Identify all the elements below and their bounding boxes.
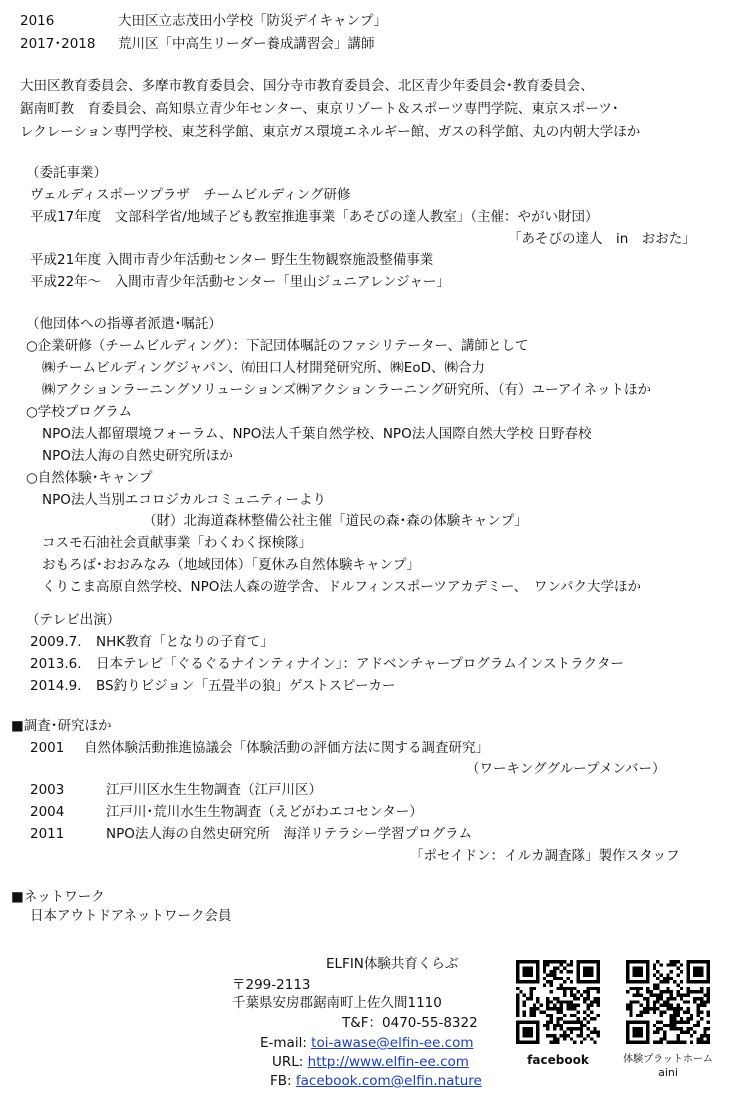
postal-code: 〒299-2113	[232, 977, 311, 993]
client-line: レクレーション専門学校、東芝科学館、東京ガス環境エネルギー館、ガスの科学館、丸の内朝大学ほか	[20, 124, 641, 140]
research-row	[30, 738, 489, 758]
facebook-qr-code[interactable]	[516, 960, 600, 1044]
research-note: 「ポセイドン：イルカ調査隊」製作スタッフ	[410, 848, 680, 864]
url-row	[272, 1052, 469, 1072]
tv-row	[30, 676, 395, 696]
network-text: 日本アウトドアネットワーク会員	[30, 908, 232, 924]
tv-text: BS釣りビジョン「五畳半の狼」ゲストスピーカー	[96, 678, 396, 694]
website-link[interactable]: http://www.elfin-ee.com	[307, 1054, 469, 1070]
research-row	[30, 824, 472, 844]
org-name: ELFIN体験共育くらぶ	[326, 956, 459, 972]
tv-date: 2014.9.	[30, 678, 82, 694]
corporate-training-title: ○企業研修（チームビルディング）：下記団体嘱託のファシリテーター、講師として	[26, 338, 529, 354]
commissioned-line: 平成22年～ 入間市青少年活動センター「里山ジュニアレンジャー」	[30, 274, 450, 290]
school-line: NPO法人都留環境フォーラム、NPO法人千葉自然学校、NPO法人国際自然大学校 日野春校	[42, 426, 592, 442]
corporate-line: ㈱アクションラーニングソリューションズ㈱アクションラーニング研究所、（有）ユーアイネットほか	[42, 382, 651, 398]
research-year: 2004	[30, 804, 65, 820]
tv-row	[30, 654, 624, 674]
research-text: NPO法人海の自然史研究所 海洋リテラシー学習プログラム	[106, 826, 472, 842]
client-line: 大田区教育委員会、多摩市教育委員会、国分寺市教育委員会、北区青少年委員会･教育委員会、	[20, 78, 594, 94]
facebook-row	[270, 1071, 482, 1091]
commissioned-heading: （委託事業）	[26, 165, 107, 181]
email-link[interactable]: toi-awase@elfin-ee.com	[311, 1035, 474, 1051]
corporate-line: ㈱チームビルディングジャパン、㈲田口人材開発研究所、㈱EoD、㈱合力	[42, 360, 485, 376]
url-label: URL:	[272, 1054, 304, 1070]
platform-qr-caption-sub: aini	[658, 1066, 678, 1079]
research-text: 江戸川･荒川水生生物調査（えどがわエコセンター）	[106, 804, 423, 820]
nature-line: くりこま高原自然学校、NPO法人森の遊学舎、ドルフィンスポーツアカデミー、 ワンパク大学ほか	[42, 579, 641, 595]
tv-row	[30, 632, 274, 652]
nature-line: （財）北海道森林整備公社主催「道民の森･森の体験キャンプ」	[143, 513, 528, 529]
school-program-title: ○学校プログラム	[26, 404, 133, 420]
history-year: 2016	[20, 13, 55, 29]
facebook-label: FB:	[270, 1073, 292, 1089]
history-text: 大田区立志茂田小学校「防災デイキャンプ」	[118, 13, 388, 29]
research-year: 2003	[30, 782, 65, 798]
nature-line: おもろば･おおみなみ（地域団体）「夏休み自然体験キャンプ」	[42, 557, 420, 573]
email-label: E-mail:	[260, 1035, 307, 1051]
school-line: NPO法人海の自然史研究所ほか	[42, 448, 233, 464]
research-text: 江戸川区水生生物調査（江戸川区）	[106, 782, 322, 798]
facebook-link[interactable]: facebook.com@elfin.nature	[295, 1073, 482, 1089]
tv-date: 2013.6.	[30, 656, 82, 672]
commissioned-line: 「あそびの達人 in おおた」	[508, 231, 696, 247]
nature-line: コスモ石油社会貢献事業「わくわく探検隊」	[42, 535, 312, 551]
facebook-qr-caption: facebook	[527, 1053, 589, 1067]
platform-qr-caption: 体験プラットホーム	[623, 1054, 713, 1065]
commissioned-line: ヴェルディスポーツプラザ チームビルディング研修	[30, 187, 351, 203]
tv-heading: （テレビ出演）	[26, 612, 121, 628]
research-row	[30, 780, 322, 800]
research-note: （ワーキンググループメンバー）	[466, 761, 666, 777]
tel-fax: T&F：0470-55-8322	[342, 1015, 478, 1031]
research-year: 2001	[30, 740, 65, 756]
email-row	[260, 1033, 474, 1053]
research-row	[30, 802, 423, 822]
tv-date: 2009.7.	[30, 634, 82, 650]
history-text: 荒川区「中高生リーダー養成講習会」講師	[118, 36, 375, 52]
tv-text: NHK教育「となりの子育て」	[96, 634, 274, 650]
research-heading: ■調査･研究ほか	[11, 718, 112, 734]
commissioned-line: 平成21年度 入間市青少年活動センター 野生生物観察施設整備事業	[30, 252, 434, 268]
nature-camp-title: ○自然体験･キャンプ	[26, 470, 153, 486]
history-row	[20, 34, 375, 54]
nature-line: NPO法人当別エコロジカルコミュニティーより	[42, 492, 327, 508]
dispatch-heading: （他団体への指導者派遣･嘱託）	[26, 316, 222, 332]
client-line: 鋸南町教 育委員会、高知県立青少年センター、東京リゾート＆スポーツ専門学院、東京スポーツ･	[20, 101, 619, 117]
commissioned-line: 平成17年度 文部科学省/地域子ども教室推進事業「あそびの達人教室」（主催：やがい財団）	[30, 209, 599, 225]
research-text: 自然体験活動推進協議会「体験活動の評価方法に関する調査研究」	[84, 740, 489, 756]
address: 千葉県安房郡鋸南町上佐久間1110	[232, 995, 442, 1011]
network-heading: ■ネットワーク	[11, 889, 105, 905]
platform-qr-code[interactable]	[626, 960, 710, 1044]
history-row	[20, 11, 387, 31]
research-year: 2011	[30, 826, 65, 842]
tv-text: 日本テレビ「ぐるぐるナインティナイン」：アドベンチャープログラムインストラクター	[96, 656, 624, 672]
history-year: 2017･2018	[20, 36, 96, 52]
